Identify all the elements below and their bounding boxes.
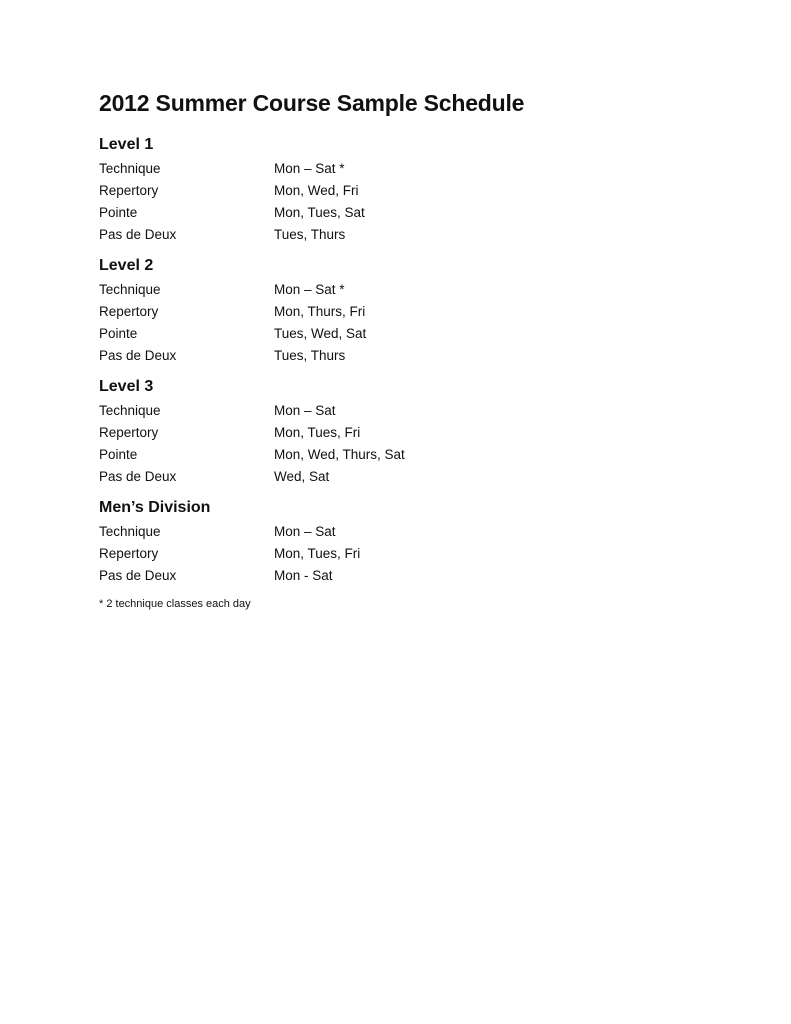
class-days: Tues, Wed, Sat bbox=[274, 326, 367, 341]
section-heading: Level 2 bbox=[99, 257, 154, 274]
document-page bbox=[99, 88, 699, 612]
class-days: Mon, Tues, Sat bbox=[274, 205, 365, 220]
schedule-row bbox=[99, 301, 699, 323]
schedule-row bbox=[99, 323, 699, 345]
class-name: Pas de Deux bbox=[99, 227, 177, 242]
schedule-row bbox=[99, 521, 699, 543]
footnote: * 2 technique classes each day bbox=[99, 598, 251, 610]
schedule-row bbox=[99, 422, 699, 444]
class-days: Mon - Sat bbox=[274, 568, 333, 583]
section-level-3 bbox=[99, 376, 699, 488]
class-days: Mon, Wed, Fri bbox=[274, 183, 359, 198]
class-name: Repertory bbox=[99, 304, 159, 319]
class-days: Mon, Wed, Thurs, Sat bbox=[274, 447, 405, 462]
class-days: Mon, Tues, Fri bbox=[274, 546, 361, 561]
schedule-row bbox=[99, 279, 699, 301]
class-days: Mon, Thurs, Fri bbox=[274, 304, 366, 319]
class-days: Tues, Thurs bbox=[274, 348, 346, 363]
page-title: 2012 Summer Course Sample Schedule bbox=[99, 90, 525, 116]
schedule-row bbox=[99, 543, 699, 565]
class-days: Mon – Sat bbox=[274, 403, 336, 418]
class-name: Technique bbox=[99, 161, 161, 176]
class-days: Tues, Thurs bbox=[274, 227, 346, 242]
class-days: Mon – Sat bbox=[274, 524, 336, 539]
schedule-row bbox=[99, 158, 699, 180]
class-name: Technique bbox=[99, 524, 161, 539]
class-name: Pas de Deux bbox=[99, 348, 177, 363]
schedule-row bbox=[99, 565, 699, 587]
class-name: Repertory bbox=[99, 546, 159, 561]
class-name: Technique bbox=[99, 403, 161, 418]
schedule-row bbox=[99, 400, 699, 422]
class-name: Pointe bbox=[99, 326, 138, 341]
class-name: Pas de Deux bbox=[99, 568, 177, 583]
schedule-row bbox=[99, 180, 699, 202]
schedule-row bbox=[99, 444, 699, 466]
class-days: Mon – Sat * bbox=[274, 161, 345, 176]
class-name: Pointe bbox=[99, 447, 138, 462]
section-heading: Level 3 bbox=[99, 378, 154, 395]
class-name: Pas de Deux bbox=[99, 469, 177, 484]
class-name: Technique bbox=[99, 282, 161, 297]
schedule-row bbox=[99, 224, 699, 246]
schedule-row bbox=[99, 202, 699, 224]
class-name: Repertory bbox=[99, 425, 159, 440]
schedule-row bbox=[99, 345, 699, 367]
section-level-1 bbox=[99, 134, 699, 246]
class-days: Mon – Sat * bbox=[274, 282, 345, 297]
class-name: Pointe bbox=[99, 205, 138, 220]
class-days: Mon, Tues, Fri bbox=[274, 425, 361, 440]
class-name: Repertory bbox=[99, 183, 159, 198]
section-heading: Level 1 bbox=[99, 136, 154, 153]
section-heading: Men’s Division bbox=[99, 499, 211, 516]
section-mens-division bbox=[99, 497, 699, 587]
section-level-2 bbox=[99, 255, 699, 367]
class-days: Wed, Sat bbox=[274, 469, 330, 484]
schedule-row bbox=[99, 466, 699, 488]
